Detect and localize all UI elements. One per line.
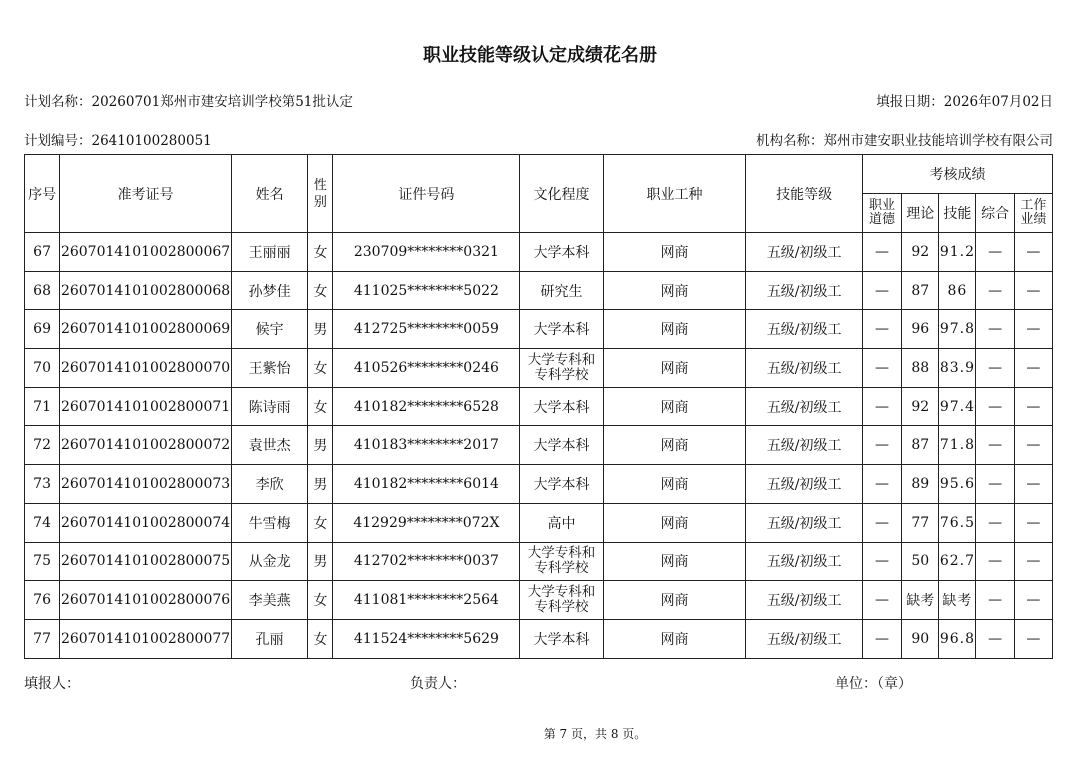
filler-label: 填报人： — [24, 676, 80, 692]
table-row — [25, 271, 1053, 310]
cell-overall: — — [976, 426, 1014, 465]
cell-seq: 70 — [25, 349, 60, 388]
cell-job: 网商 — [603, 233, 746, 272]
cell-level: 五级/初级工 — [746, 619, 863, 658]
cell-job: 网商 — [603, 310, 746, 349]
cell-edu: 大学本科 — [520, 233, 603, 272]
cell-ticket: 2607014101002800070 — [60, 349, 232, 388]
cell-work: — — [1014, 581, 1052, 620]
cell-skill: 83.9 — [939, 349, 976, 388]
cell-level: 五级/初级工 — [746, 349, 863, 388]
cell-overall: — — [976, 542, 1014, 581]
header-scores: 考核成绩 — [862, 155, 1052, 194]
table-row — [25, 233, 1053, 272]
cell-level: 五级/初级工 — [746, 581, 863, 620]
cell-edu: 研究生 — [520, 271, 603, 310]
cell-seq: 75 — [25, 542, 60, 581]
table-row — [25, 310, 1053, 349]
cell-ethics: — — [862, 465, 901, 504]
cell-work: — — [1014, 465, 1052, 504]
cell-gender: 女 — [308, 233, 333, 272]
cell-gender: 女 — [308, 387, 333, 426]
cell-id: 410182********6014 — [333, 465, 520, 504]
cell-ticket: 2607014101002800073 — [60, 465, 232, 504]
cell-id: 411081********2564 — [333, 581, 520, 620]
cell-gender: 男 — [308, 542, 333, 581]
cell-seq: 73 — [25, 465, 60, 504]
cell-seq: 77 — [25, 619, 60, 658]
cell-name: 王丽丽 — [231, 233, 307, 272]
cell-skill: 95.6 — [939, 465, 976, 504]
cell-overall: — — [976, 271, 1014, 310]
cell-work: — — [1014, 542, 1052, 581]
cell-ethics: — — [862, 233, 901, 272]
cell-skill: 96.8 — [939, 619, 976, 658]
header-name: 姓名 — [231, 155, 307, 233]
cell-theory: 88 — [902, 349, 939, 388]
cell-gender: 男 — [308, 310, 333, 349]
cell-ethics: — — [862, 619, 901, 658]
cell-job: 网商 — [603, 581, 746, 620]
cell-edu: 大学专科和 专科学校 — [520, 349, 603, 388]
cell-ethics: — — [862, 271, 901, 310]
cell-seq: 69 — [25, 310, 60, 349]
header-ethics: 职业 道德 — [862, 194, 901, 233]
cell-name: 从金龙 — [231, 542, 307, 581]
cell-id: 410526********0246 — [333, 349, 520, 388]
cell-skill: 97.4 — [939, 387, 976, 426]
cell-job: 网商 — [603, 271, 746, 310]
cell-edu: 高中 — [520, 503, 603, 542]
cell-job: 网商 — [603, 387, 746, 426]
cell-ethics: — — [862, 310, 901, 349]
header-education: 文化程度 — [520, 155, 603, 233]
cell-id: 412702********0037 — [333, 542, 520, 581]
cell-name: 陈诗雨 — [231, 387, 307, 426]
cell-ticket: 2607014101002800072 — [60, 426, 232, 465]
cell-ticket: 2607014101002800071 — [60, 387, 232, 426]
header-theory: 理论 — [902, 194, 939, 233]
cell-name: 王紫怡 — [231, 349, 307, 388]
cell-id: 230709********0321 — [333, 233, 520, 272]
cell-id: 412725********0059 — [333, 310, 520, 349]
cell-level: 五级/初级工 — [746, 387, 863, 426]
table-row — [25, 387, 1053, 426]
table-row — [25, 619, 1053, 658]
cell-level: 五级/初级工 — [746, 465, 863, 504]
cell-gender: 男 — [308, 426, 333, 465]
cell-gender: 女 — [308, 349, 333, 388]
cell-gender: 女 — [308, 503, 333, 542]
cell-overall: — — [976, 503, 1014, 542]
cell-gender: 女 — [308, 271, 333, 310]
cell-seq: 68 — [25, 271, 60, 310]
cell-id: 411524********5629 — [333, 619, 520, 658]
cell-name: 孙梦佳 — [231, 271, 307, 310]
cell-ticket: 2607014101002800076 — [60, 581, 232, 620]
cell-work: — — [1014, 233, 1052, 272]
cell-theory: 87 — [902, 271, 939, 310]
cell-theory: 96 — [902, 310, 939, 349]
cell-job: 网商 — [603, 349, 746, 388]
cell-edu: 大学本科 — [520, 426, 603, 465]
cell-edu: 大学专科和 专科学校 — [520, 542, 603, 581]
cell-theory: 89 — [902, 465, 939, 504]
cell-name: 孔丽 — [231, 619, 307, 658]
cell-work: — — [1014, 619, 1052, 658]
cell-skill: 97.8 — [939, 310, 976, 349]
cell-job: 网商 — [603, 465, 746, 504]
cell-overall: — — [976, 310, 1014, 349]
cell-job: 网商 — [603, 619, 746, 658]
cell-ticket: 2607014101002800069 — [60, 310, 232, 349]
cell-job: 网商 — [603, 426, 746, 465]
fill-date: 填报日期：2026年07月02日 — [876, 94, 1053, 110]
cell-overall: — — [976, 465, 1014, 504]
cell-skill: 86 — [939, 271, 976, 310]
header-job: 职业工种 — [603, 155, 746, 233]
table-row — [25, 503, 1053, 542]
cell-job: 网商 — [603, 542, 746, 581]
org-name: 机构名称：郑州市建安职业技能培训学校有限公司 — [756, 133, 1053, 149]
cell-work: — — [1014, 349, 1052, 388]
cell-ethics: — — [862, 581, 901, 620]
header-ticket: 准考证号 — [60, 155, 232, 233]
cell-theory: 缺考 — [902, 581, 939, 620]
cell-overall: — — [976, 387, 1014, 426]
cell-ethics: — — [862, 349, 901, 388]
cell-name: 候宇 — [231, 310, 307, 349]
cell-work: — — [1014, 387, 1052, 426]
cell-id: 410182********6528 — [333, 387, 520, 426]
cell-name: 李欣 — [231, 465, 307, 504]
header-level: 技能等级 — [746, 155, 863, 233]
cell-work: — — [1014, 503, 1052, 542]
cell-seq: 67 — [25, 233, 60, 272]
cell-overall: — — [976, 581, 1014, 620]
cell-edu: 大学本科 — [520, 619, 603, 658]
cell-ticket: 2607014101002800074 — [60, 503, 232, 542]
cell-ethics: — — [862, 542, 901, 581]
table-row — [25, 349, 1053, 388]
cell-work: — — [1014, 271, 1052, 310]
cell-skill: 62.7 — [939, 542, 976, 581]
cell-edu: 大学本科 — [520, 387, 603, 426]
header-gender: 性 别 — [308, 155, 333, 233]
table-row — [25, 426, 1053, 465]
cell-id: 411025********5022 — [333, 271, 520, 310]
cell-level: 五级/初级工 — [746, 426, 863, 465]
cell-gender: 女 — [308, 619, 333, 658]
cell-ethics: — — [862, 387, 901, 426]
cell-seq: 72 — [25, 426, 60, 465]
cell-name: 牛雪梅 — [231, 503, 307, 542]
cell-theory: 90 — [902, 619, 939, 658]
cell-overall: — — [976, 619, 1014, 658]
cell-seq: 74 — [25, 503, 60, 542]
cell-ticket: 2607014101002800068 — [60, 271, 232, 310]
cell-level: 五级/初级工 — [746, 233, 863, 272]
cell-skill: 76.5 — [939, 503, 976, 542]
plan-name: 计划名称：20260701郑州市建安培训学校第51批认定 — [24, 94, 353, 110]
cell-ticket: 2607014101002800077 — [60, 619, 232, 658]
header-overall: 综合 — [976, 194, 1014, 233]
cell-ticket: 2607014101002800067 — [60, 233, 232, 272]
cell-overall: — — [976, 349, 1014, 388]
cell-overall: — — [976, 233, 1014, 272]
header-seq: 序号 — [25, 155, 60, 233]
cell-theory: 87 — [902, 426, 939, 465]
cell-ticket: 2607014101002800075 — [60, 542, 232, 581]
table-row — [25, 465, 1053, 504]
table-row — [25, 542, 1053, 581]
cell-theory: 92 — [902, 387, 939, 426]
header-id: 证件号码 — [333, 155, 520, 233]
cell-theory: 77 — [902, 503, 939, 542]
cell-edu: 大学专科和 专科学校 — [520, 581, 603, 620]
cell-level: 五级/初级工 — [746, 271, 863, 310]
cell-seq: 76 — [25, 581, 60, 620]
cell-edu: 大学本科 — [520, 465, 603, 504]
cell-level: 五级/初级工 — [746, 503, 863, 542]
cell-skill: 缺考 — [939, 581, 976, 620]
cell-name: 袁世杰 — [231, 426, 307, 465]
cell-ethics: — — [862, 426, 901, 465]
table-row — [25, 581, 1053, 620]
cell-level: 五级/初级工 — [746, 310, 863, 349]
score-roster-table — [24, 154, 1053, 659]
cell-skill: 71.8 — [939, 426, 976, 465]
cell-work: — — [1014, 310, 1052, 349]
cell-level: 五级/初级工 — [746, 542, 863, 581]
responsible-label: 负责人： — [410, 676, 466, 692]
cell-skill: 91.2 — [939, 233, 976, 272]
header-skill: 技能 — [939, 194, 976, 233]
unit-seal-label: 单位：（章） — [835, 676, 912, 692]
cell-id: 410183********2017 — [333, 426, 520, 465]
cell-seq: 71 — [25, 387, 60, 426]
cell-job: 网商 — [603, 503, 746, 542]
plan-number: 计划编号：26410100280051 — [24, 133, 212, 149]
cell-gender: 男 — [308, 465, 333, 504]
cell-gender: 女 — [308, 581, 333, 620]
cell-ethics: — — [862, 503, 901, 542]
page-indicator: 第 7 页，共 8 页。 — [543, 727, 647, 741]
cell-edu: 大学本科 — [520, 310, 603, 349]
cell-name: 李美燕 — [231, 581, 307, 620]
cell-theory: 50 — [902, 542, 939, 581]
header-work: 工作 业绩 — [1014, 194, 1052, 233]
cell-id: 412929********072X — [333, 503, 520, 542]
cell-work: — — [1014, 426, 1052, 465]
cell-theory: 92 — [902, 233, 939, 272]
page-title: 职业技能等级认定成绩花名册 — [423, 45, 657, 66]
